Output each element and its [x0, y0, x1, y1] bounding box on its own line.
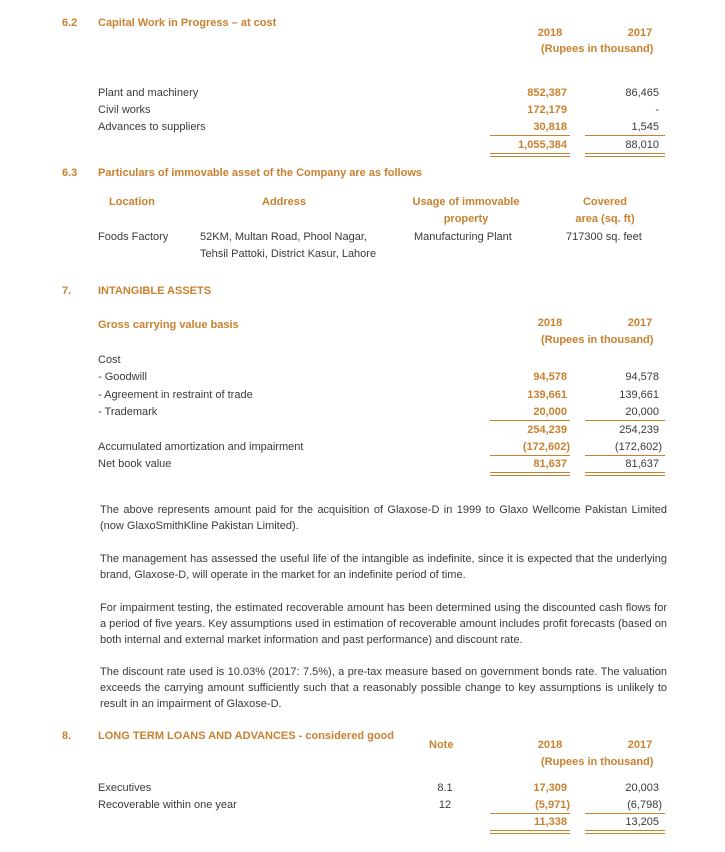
section-title: INTANGIBLE ASSETS	[98, 285, 212, 297]
amortization-label: Accumulated amortization and impairment	[98, 441, 304, 453]
total-double-rule	[585, 830, 665, 834]
address-line-2: Tehsil Pattoki, District Kasur, Lahore	[200, 248, 377, 260]
subtotal-rule	[585, 135, 665, 136]
value-2018: 17,309	[533, 782, 567, 794]
subtotal-rule	[585, 813, 665, 814]
paragraph: The above represents amount paid for the acquisition of Glaxose-D in 1999 to Glaxo Wellcome Pakistan Limited (now GlaxoSmithKline Pakistan Limited).	[100, 504, 667, 532]
header-usage: property	[443, 213, 489, 225]
total-double-rule	[490, 472, 570, 476]
amortization-2018: (172,602)	[522, 441, 570, 453]
header-address: Address	[262, 196, 307, 208]
value-2018: 172,179	[527, 104, 567, 116]
paragraph: The management has assessed the useful life of the intangible as indefinite, since it is expected that the underlying brand, Glaxose-D, will operate in the market for an indefinite period of time.	[100, 553, 667, 581]
total-double-rule	[490, 830, 570, 834]
value-2018: 20,000	[533, 406, 567, 418]
header-area: area (sq. ft)	[575, 213, 635, 225]
value-2017: -	[655, 104, 659, 116]
row-label: Executives	[98, 782, 152, 794]
unit-label: (Rupees in thousand)	[541, 756, 654, 768]
value-2017: 20,000	[625, 406, 659, 418]
section-number: 6.2	[62, 17, 78, 29]
header-usage: Usage of immovable	[412, 196, 520, 208]
row-label: - Agreement in restraint of trade	[98, 389, 253, 401]
row-label: - Goodwill	[98, 371, 147, 383]
section-number: 6.3	[62, 167, 78, 179]
year-header-2018: 2018	[537, 317, 563, 329]
row-label: Recoverable within one year	[98, 799, 237, 811]
value-2017: 86,465	[625, 87, 659, 99]
value-2018: 30,818	[533, 121, 567, 133]
unit-label: (Rupees in thousand)	[541, 43, 654, 55]
amortization-2017: (172,602)	[614, 441, 662, 453]
nbv-label: Net book value	[98, 458, 172, 470]
total-2018: 1,055,384	[518, 139, 567, 151]
cost-label: Cost	[98, 354, 121, 366]
unit-label: (Rupees in thousand)	[541, 334, 654, 346]
paragraph: The discount rate used is 10.03% (2017: 7.5%), a pre-tax measure based on government bonds rate. The valuation exceeds the carrying amount sufficiently such that a reasonably possible change to key assumptions is unlikely to result in an impairment of Glaxose-D.	[100, 666, 667, 710]
section-number: 8.	[62, 730, 72, 742]
value-2017: 94,578	[625, 371, 659, 383]
row-label: Advances to suppliers	[98, 121, 206, 133]
row-label: - Trademark	[98, 406, 158, 418]
section-title: LONG TERM LOANS AND ADVANCES - considered good	[98, 730, 394, 742]
subtotal-rule	[490, 813, 570, 814]
total-2017: 13,205	[625, 816, 659, 828]
value-2017: 20,003	[625, 782, 659, 794]
year-header-2017: 2017	[627, 317, 653, 329]
section-number: 7.	[62, 285, 72, 297]
nbv-2018: 81,637	[533, 458, 567, 470]
value-2018: 852,387	[527, 87, 567, 99]
subtotal-rule	[585, 420, 665, 421]
area-value: 717300 sq. feet	[566, 231, 642, 243]
location-value: Foods Factory	[98, 231, 169, 243]
section-subtitle: Gross carrying value basis	[98, 319, 239, 331]
paragraph: For impairment testing, the estimated recoverable amount has been determined using the discounted cash flows for a period of five years. Key assumptions used in estimation of recoverable amount includes profit forecasts (based on both internal and external market information and past performance) and discount rate.	[100, 602, 667, 646]
total-double-rule	[585, 153, 665, 157]
address-line-1: 52KM, Multan Road, Phool Nagar,	[200, 231, 367, 243]
note-ref: 12	[438, 799, 452, 811]
year-header-2017: 2017	[627, 739, 653, 751]
value-2018: 139,661	[527, 389, 567, 401]
value-2017: 1,545	[631, 121, 659, 133]
total-double-rule	[585, 472, 665, 476]
subtotal-rule	[490, 420, 570, 421]
total-2018: 11,338	[533, 816, 567, 828]
note-header: Note	[429, 739, 454, 751]
subtotal-2017: 254,239	[619, 424, 659, 436]
year-header-2018: 2018	[537, 739, 563, 751]
subtotal-2018: 254,239	[527, 424, 567, 436]
value-2017: 139,661	[619, 389, 659, 401]
note-ref: 8.1	[437, 782, 453, 794]
section-title: Particulars of immovable asset of the Company are as follows	[98, 167, 422, 179]
usage-value: Manufacturing Plant	[414, 231, 512, 243]
subtotal-rule	[585, 455, 665, 456]
row-label: Civil works	[98, 104, 151, 116]
nbv-2017: 81,637	[625, 458, 659, 470]
year-header-2018: 2018	[537, 27, 563, 39]
subtotal-rule	[490, 455, 570, 456]
section-title: Capital Work in Progress – at cost	[98, 17, 277, 29]
value-2018: (5,971)	[535, 799, 570, 811]
subtotal-rule	[490, 135, 570, 136]
total-double-rule	[490, 153, 570, 157]
row-label: Plant and machinery	[98, 87, 199, 99]
value-2018: 94,578	[533, 371, 567, 383]
header-area: Covered	[582, 196, 628, 208]
total-2017: 88,010	[625, 139, 659, 151]
header-location: Location	[109, 196, 155, 208]
year-header-2017: 2017	[627, 27, 653, 39]
value-2017: (6,798)	[627, 799, 662, 811]
